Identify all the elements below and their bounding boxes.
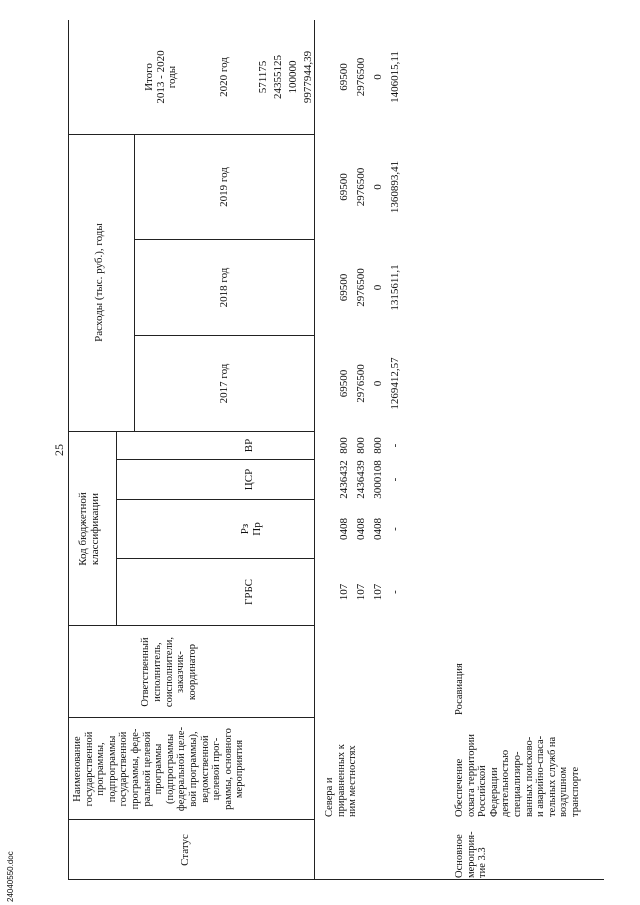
header-2020: 2020 год bbox=[218, 57, 230, 97]
row1-2020: 69500 bbox=[338, 63, 350, 91]
header-budget-code: Код бюджетной классификации bbox=[77, 492, 101, 566]
row2-rzpr: 0408 bbox=[355, 518, 367, 540]
expenses-sub-border bbox=[134, 135, 135, 432]
table-left-border bbox=[68, 879, 604, 880]
row3-csr: 3000108 bbox=[372, 460, 384, 499]
row3-rzpr: 0408 bbox=[372, 518, 384, 540]
page-number: 25 bbox=[52, 444, 66, 456]
header-2019: 2019 год bbox=[218, 167, 230, 207]
col-divider bbox=[68, 431, 314, 432]
row1-total: 571175 bbox=[257, 60, 269, 94]
row2-csr: 2436439 bbox=[355, 460, 367, 499]
row3-2020: 0 bbox=[372, 74, 384, 80]
main-row-vr: - bbox=[389, 443, 401, 448]
row2-vr: 800 bbox=[355, 437, 367, 454]
main-row-2018: 1315611,1 bbox=[389, 264, 401, 311]
main-row-2019: 1360893,41 bbox=[389, 160, 401, 214]
header-rz-pr: Рз Пр bbox=[239, 522, 263, 536]
table-top-border bbox=[68, 20, 69, 880]
row3-grbs: 107 bbox=[372, 583, 384, 601]
row2-grbs: 107 bbox=[355, 583, 367, 601]
col-divider bbox=[68, 717, 314, 718]
row1-2017: 69500 bbox=[338, 369, 350, 398]
col-divider bbox=[116, 499, 314, 500]
row2-2017: 2976500 bbox=[355, 364, 367, 403]
header-2018: 2018 год bbox=[218, 267, 230, 308]
row2-total: 24355125 bbox=[272, 55, 284, 99]
row3-2019: 0 bbox=[372, 184, 384, 190]
header-total: Итого 2013 - 2020 годы bbox=[143, 50, 178, 104]
footer-filename-text: 24040550.doc bbox=[6, 851, 15, 902]
main-row-csr: - bbox=[389, 477, 401, 482]
main-row-status: Основное мероприя- тие 3.3 bbox=[454, 831, 488, 878]
row1-2018: 69500 bbox=[338, 273, 350, 302]
main-row-total: 9977944,39 bbox=[302, 50, 314, 104]
row2-2018: 2976500 bbox=[355, 268, 367, 307]
main-row-rzpr: - bbox=[389, 527, 401, 531]
row3-vr: 800 bbox=[372, 437, 384, 454]
header-2017: 2017 год bbox=[218, 363, 230, 404]
row1-rzpr: 0408 bbox=[338, 518, 350, 540]
row1-grbs: 107 bbox=[338, 583, 350, 601]
header-vr: ВР bbox=[243, 438, 255, 453]
table-header-bottom-border bbox=[314, 20, 315, 880]
row2-2020: 2976500 bbox=[355, 57, 367, 97]
row1-vr: 800 bbox=[338, 437, 350, 454]
row1-2019: 69500 bbox=[338, 173, 350, 201]
main-row-name: Обеспечение охвата территории Российской Федерации деятельностью специализиро- ванных поисково- и аварийно-спаса- тельных служб на воздушном транспорте bbox=[454, 733, 581, 817]
budget-code-sub-border bbox=[116, 432, 117, 626]
col-divider bbox=[116, 558, 314, 559]
header-grbs: ГРБС bbox=[243, 578, 255, 606]
row3-2018: 0 bbox=[372, 284, 384, 291]
row2-2019: 2976500 bbox=[355, 167, 367, 207]
col-divider bbox=[68, 625, 314, 626]
col-divider bbox=[116, 459, 314, 460]
row3-total: 100000 bbox=[287, 60, 299, 94]
header-expenses: Расходы (тыс. руб.), годы bbox=[93, 223, 105, 342]
main-row-grbs: - bbox=[389, 590, 401, 594]
header-status: Статус bbox=[179, 834, 191, 866]
header-executor: Ответственный исполнитель, соисполнители, заказчик- координатор bbox=[140, 636, 199, 708]
row1-csr: 2436432 bbox=[338, 460, 350, 499]
header-program-name: Наименование государственной программы, подпрограммы государственной программы, феде- ральной целевой программы (подпрограммы федеральной целе- вой программы), ведомственной целевой прог- раммы, основного мероприятия bbox=[72, 726, 246, 812]
footer-filename bbox=[6, 851, 20, 902]
rotated-page bbox=[44, 20, 604, 880]
header-csr: ЦСР bbox=[243, 468, 255, 491]
continuation-text: Севера и приравненных к ним местностях bbox=[324, 744, 358, 817]
row3-2017: 0 bbox=[372, 380, 384, 387]
table-stage bbox=[44, 20, 604, 880]
main-row-2017: 1269412,57 bbox=[389, 357, 401, 410]
main-row-executor: Росавиация bbox=[454, 663, 465, 715]
main-row-2020: 1406015,11 bbox=[389, 51, 401, 103]
